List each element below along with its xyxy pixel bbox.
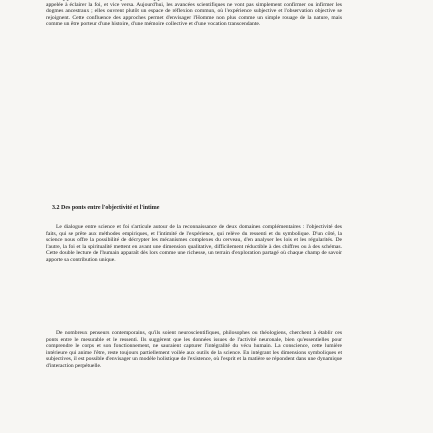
body-paragraph-3 [46,330,342,369]
paragraph-3-text: De nombreux penseurs contemporains, qu'ils soient neuroscientifiques, philosophes ou théologiens, cherchent à établir ces ponts entre le mesurable et le ressenti. Ils suggèrent que les données issues de l'activité neuronale, bien qu'essentielles pour comprendre le corps et son fonctionnement, ne sauraient capturer l'intégralité du vécu humain. La conscience, cette lumière intérieure qui anime l'être, reste toujours partiellement voilée aux outils de la science. En intégrant les dimensions symboliques et subjectives, il est possible d'envisager un modèle holistique de l'existence, où l'esprit et la matière se répondent dans une dynamique d'interaction perpétuelle. [46,330,342,369]
section-heading: 3.2 Des ponts entre l'objectivité et l'intime [52,205,160,211]
intro-paragraph [46,0,342,28]
intro-body-text: appelée à éclairer la foi, et vice versa. Aujourd'hui, les avancées scientifiques ne vont pas simplement confirmer ou infirmer les dogmes ancestraux ; elles ouvrent plutôt un espace de réflexion commun, où l'expérience subjective et l'observation objective se rejoignent. Cette confluence des approches permet d'envisager l'Homme non plus comme un simple rouage de la nature, mais comme un être porteur d'une histoire, d'une mémoire collective et d'une vocation transcendante. [46,1,342,28]
paragraph-2-text: Le dialogue entre science et foi s'articule autour de la reconnaissance de deux domaines complémentaires : l'objectivité des faits, qui se prête aux méthodes empiriques, et l'intimité de l'expérience, qui relève du ressenti et du symbolique. D'un côté, la science nous offre la possibilité de décrypter les mécanismes complexes du cerveau, d'en analyser les lois et les régularités. De l'autre, la foi et la spiritualité mettent en avant une dimension qualitative, difficilement réductible à des chiffres ou à des schémas. Cette double lecture de l'humain apparaît dès lors comme une richesse, un terrain d'exploration partagé où chaque champ de savoir apporte sa contribution unique. [46,224,342,263]
body-paragraph-2 [46,224,342,263]
